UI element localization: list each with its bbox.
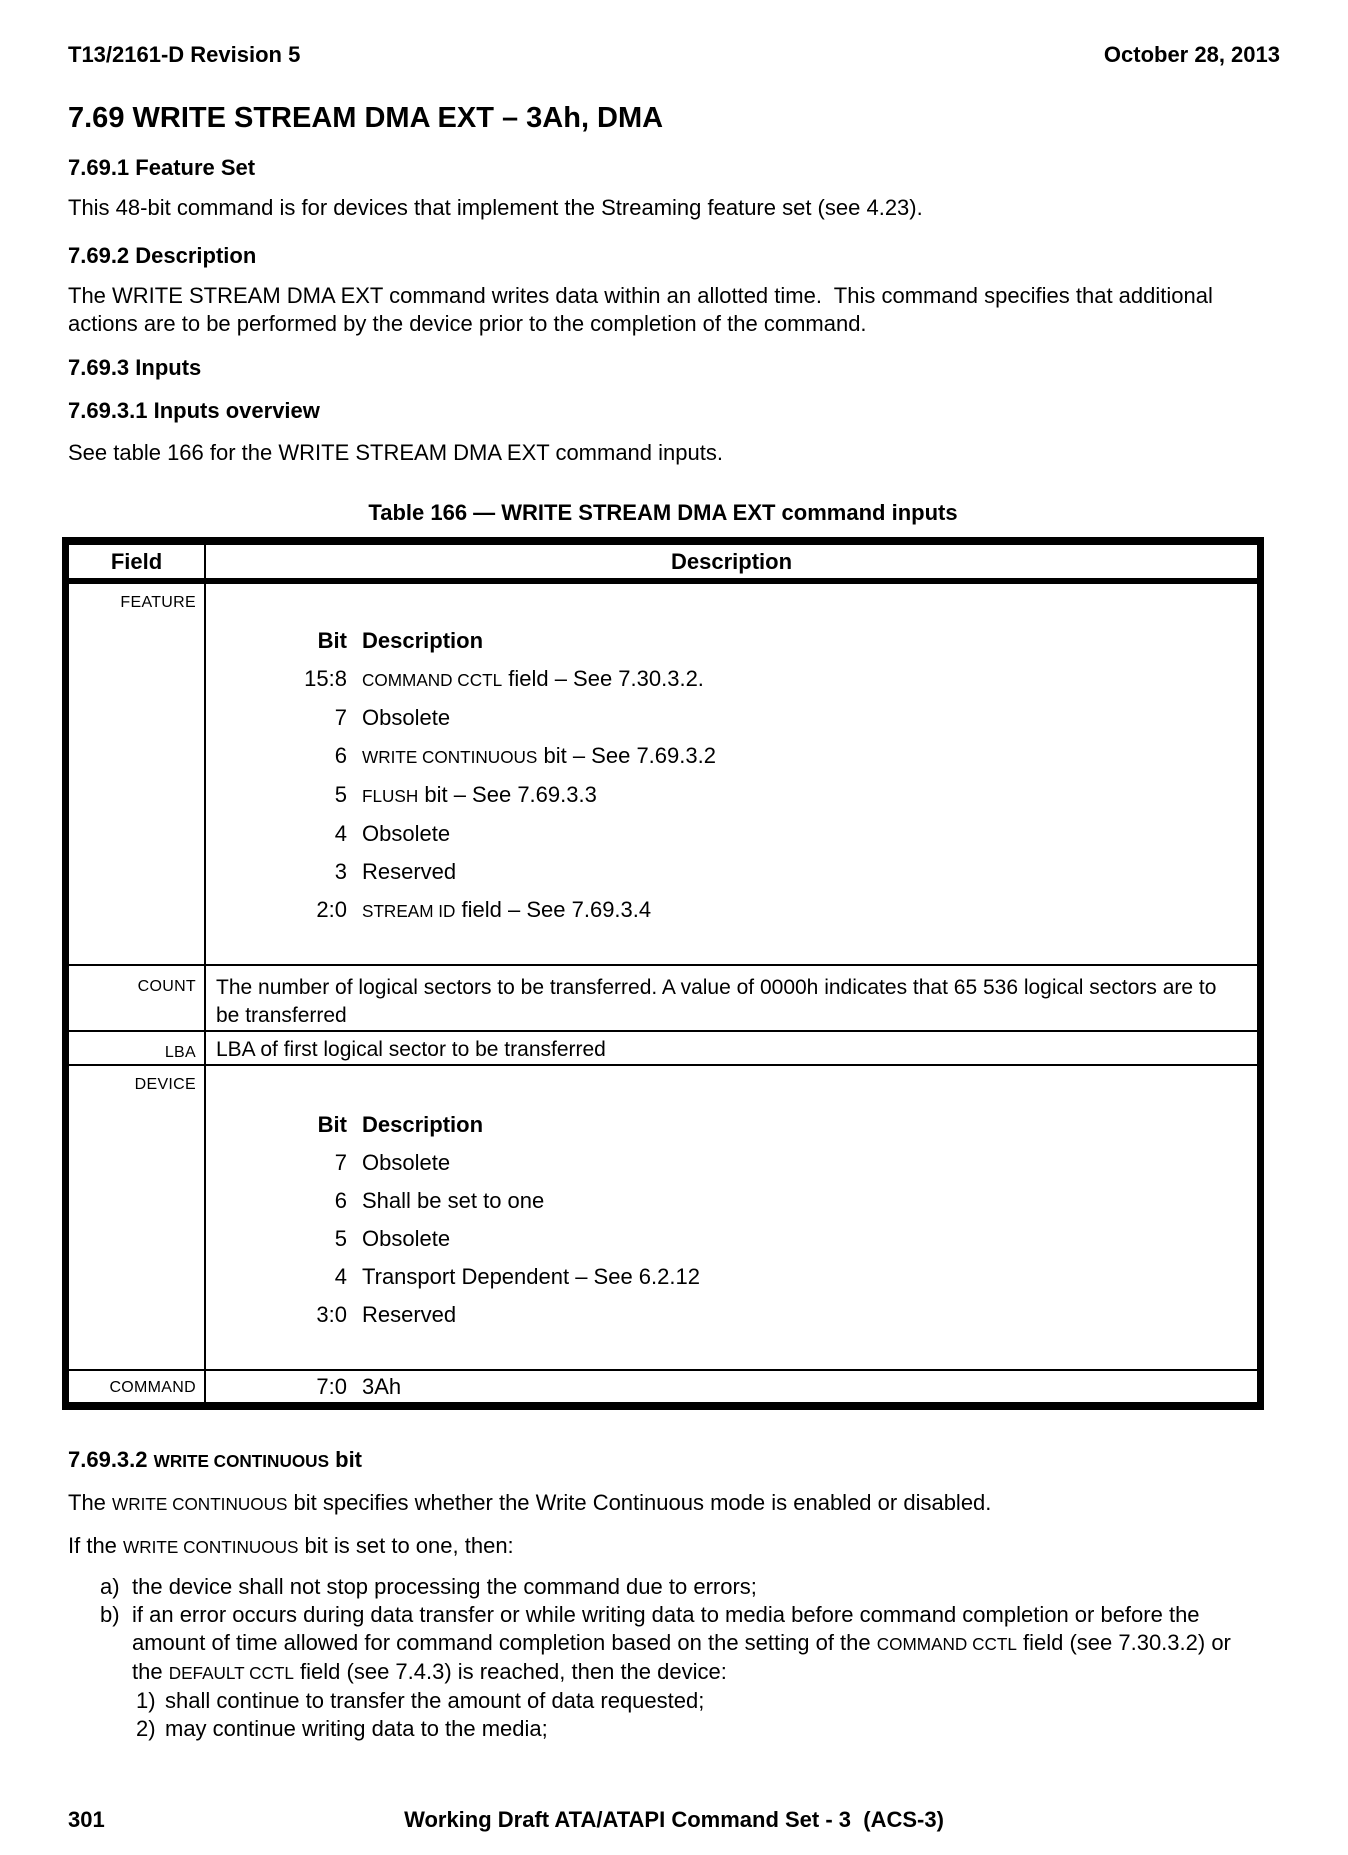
- field-label: DEVICE: [69, 1066, 206, 1369]
- smallcaps-term: COMMAND CCTL: [362, 670, 503, 690]
- para-description: The WRITE STREAM DMA EXT command writes data within an allotted time. This command specifies that additional actions are to be performed by the device prior to the completion of the command.: [68, 283, 1219, 336]
- text-run: bit – See 7.69.3.2: [537, 743, 716, 768]
- text-run: 3Ah: [362, 1374, 402, 1399]
- table-row-command: [69, 1369, 1257, 1402]
- table-header-row: [69, 545, 1257, 584]
- para-inputs-overview: See table 166 for the WRITE STREAM DMA EXT command inputs.: [68, 440, 723, 465]
- table-caption: Table 166 — WRITE STREAM DMA EXT command inputs: [368, 500, 958, 525]
- heading-description: 7.69.2 Description: [68, 243, 257, 268]
- write-continuous-list: [68, 1573, 1280, 1743]
- smallcaps-term: STREAM ID: [362, 901, 456, 921]
- text-run: field (see 7.4.3) is reached, then the device:: [293, 1659, 727, 1684]
- list-item: [100, 1601, 1280, 1743]
- bit-description: [362, 1371, 1245, 1402]
- footer-page-number: 301: [68, 1807, 105, 1832]
- list-item-text: [165, 1687, 1250, 1715]
- bit-number: 5: [334, 782, 347, 807]
- bit-row: [216, 1371, 1245, 1402]
- bit-definition-list: [206, 584, 1257, 964]
- command-inputs-table: [62, 537, 1264, 1410]
- bit-number: 6: [334, 1188, 347, 1213]
- text-run: Obsolete: [362, 705, 451, 730]
- bit-number: 15:8: [304, 666, 347, 691]
- text-run: bit: [329, 1447, 363, 1472]
- list-marker: a): [100, 1574, 120, 1599]
- para-write-continuous-1: [68, 1489, 1280, 1518]
- sublist: [132, 1687, 1250, 1743]
- smallcaps-term: WRITE CONTINUOUS: [153, 1451, 330, 1471]
- bit-number: 4: [334, 1264, 347, 1289]
- page-header: [68, 41, 1280, 69]
- header-document-id: T13/2161-D Revision 5: [68, 42, 301, 67]
- field-label: COMMAND: [69, 1371, 206, 1402]
- smallcaps-term: DEFAULT CCTL: [168, 1663, 294, 1683]
- list-item-text: [132, 1601, 1250, 1743]
- column-header-field: Field: [69, 545, 206, 578]
- smallcaps-term: WRITE CONTINUOUS: [362, 747, 538, 767]
- text-run: Shall be set to one: [362, 1188, 545, 1213]
- bit-number: Bit: [317, 628, 347, 653]
- list-item-text: [132, 1573, 1250, 1601]
- text-run: the device shall not stop processing the command due to errors;: [132, 1574, 757, 1599]
- bit-number: 3: [334, 859, 347, 884]
- bit-row: [216, 1144, 1245, 1182]
- bit-number: 5: [334, 1226, 347, 1251]
- para-feature-set: This 48-bit command is for devices that implement the Streaming feature set (see 4.23).: [68, 195, 923, 220]
- text-run: field (see 7.30.3.2) or the: [132, 1630, 1231, 1684]
- bit-row: [216, 1182, 1245, 1220]
- bit-row: [216, 699, 1245, 737]
- bit-row: [216, 1296, 1245, 1334]
- bit-description: Description: [362, 1112, 484, 1137]
- sublist-item: [136, 1687, 1250, 1715]
- bit-description: [362, 1220, 1245, 1258]
- field-description: The number of logical sectors to be transferred. A value of 0000h indicates that 65 536 logical sectors are to be transferred: [216, 976, 1217, 1027]
- bit-row: [216, 1220, 1245, 1258]
- text-run: bit is set to one, then:: [298, 1533, 514, 1558]
- field-label: FEATURE: [69, 584, 206, 964]
- bit-number: Bit: [317, 1112, 347, 1137]
- sublist-item: [136, 1715, 1250, 1743]
- text-run: bit specifies whether the Write Continuous mode is enabled or disabled.: [287, 1490, 992, 1515]
- heading-feature-set: 7.69.1 Feature Set: [68, 155, 256, 180]
- bit-description: [362, 1258, 1245, 1296]
- list-item-text: [165, 1715, 1250, 1743]
- field-label: LBA: [69, 1032, 206, 1064]
- bit-definition-list: [206, 1371, 1257, 1402]
- bit-description: [362, 815, 1245, 853]
- header-date: October 28, 2013: [1103, 42, 1280, 67]
- bit-number: 3:0: [316, 1302, 347, 1327]
- bit-description: [362, 776, 1245, 815]
- text-run: Obsolete: [362, 1226, 451, 1251]
- bits-header-row: [216, 1106, 1245, 1144]
- smallcaps-term: COMMAND CCTL: [876, 1634, 1017, 1654]
- text-run: Reserved: [362, 1302, 457, 1327]
- text-run: The: [68, 1490, 113, 1515]
- text-run: Transport Dependent – See 6.2.12: [362, 1264, 700, 1289]
- text-run: field – See 7.30.3.2.: [502, 666, 704, 691]
- bit-number: 4: [334, 821, 347, 846]
- bits-header-row: [216, 622, 1245, 660]
- bit-description: [362, 737, 1245, 776]
- bit-number: 6: [334, 743, 347, 768]
- bit-row: [216, 815, 1245, 853]
- bit-number: 7:0: [316, 1374, 347, 1399]
- text-run: bit – See 7.69.3.3: [418, 782, 597, 807]
- bit-number: 7: [334, 1150, 347, 1175]
- heading-inputs: 7.69.3 Inputs: [68, 355, 202, 380]
- text-run: If the: [68, 1533, 124, 1558]
- bit-row: [216, 776, 1245, 815]
- text-run: Reserved: [362, 859, 457, 884]
- heading-inputs-overview: 7.69.3.1 Inputs overview: [68, 398, 320, 423]
- bit-description: [362, 1182, 1245, 1220]
- bit-row: [216, 660, 1245, 699]
- smallcaps-term: WRITE CONTINUOUS: [112, 1494, 288, 1514]
- text-run: if an error occurs during data transfer or while writing data to media before command completion or before the amount of time allowed for command completion based on the setting of the: [132, 1602, 1200, 1655]
- smallcaps-term: WRITE CONTINUOUS: [123, 1537, 299, 1557]
- footer-document-title: Working Draft ATA/ATAPI Command Set - 3 (ACS-3): [404, 1807, 944, 1832]
- bit-description: [362, 891, 1245, 930]
- section-title: 7.69 WRITE STREAM DMA EXT – 3Ah, DMA: [68, 102, 664, 134]
- bit-description: [362, 699, 1245, 737]
- bit-row: [216, 853, 1245, 891]
- text-run: may continue writing data to the media;: [165, 1716, 548, 1741]
- text-run: field – See 7.69.3.4: [455, 897, 652, 922]
- bit-description: [362, 1144, 1245, 1182]
- bit-row: [216, 737, 1245, 776]
- field-description: LBA of first logical sector to be transferred: [216, 1038, 606, 1061]
- table-row-count: [69, 964, 1257, 1030]
- text-run: shall continue to transfer the amount of data requested;: [165, 1688, 705, 1713]
- bit-row: [216, 891, 1245, 930]
- bit-number: 2:0: [316, 897, 347, 922]
- field-label: COUNT: [69, 966, 206, 1030]
- list-marker: 1): [136, 1688, 156, 1713]
- bit-definition-list: [206, 1066, 1257, 1369]
- smallcaps-term: FLUSH: [362, 786, 419, 806]
- bit-description: Description: [362, 628, 484, 653]
- text-run: Obsolete: [362, 1150, 451, 1175]
- list-item: [100, 1573, 1280, 1601]
- text-run: 7.69.3.2: [68, 1447, 154, 1472]
- table-row-lba: [69, 1030, 1257, 1064]
- table-row-device: [69, 1064, 1257, 1369]
- list-marker: 2): [136, 1716, 156, 1741]
- bit-description: [362, 660, 1245, 699]
- column-header-description: Description: [670, 549, 793, 574]
- bit-number: 7: [334, 705, 347, 730]
- table-row-feature: [69, 584, 1257, 964]
- bit-description: [362, 853, 1245, 891]
- heading-write-continuous: [68, 1446, 1280, 1475]
- bit-row: [216, 1258, 1245, 1296]
- para-write-continuous-2: [68, 1532, 1280, 1561]
- page-footer: [68, 1806, 1280, 1834]
- list-marker: b): [100, 1602, 120, 1627]
- text-run: Obsolete: [362, 821, 451, 846]
- bit-description: [362, 1296, 1245, 1334]
